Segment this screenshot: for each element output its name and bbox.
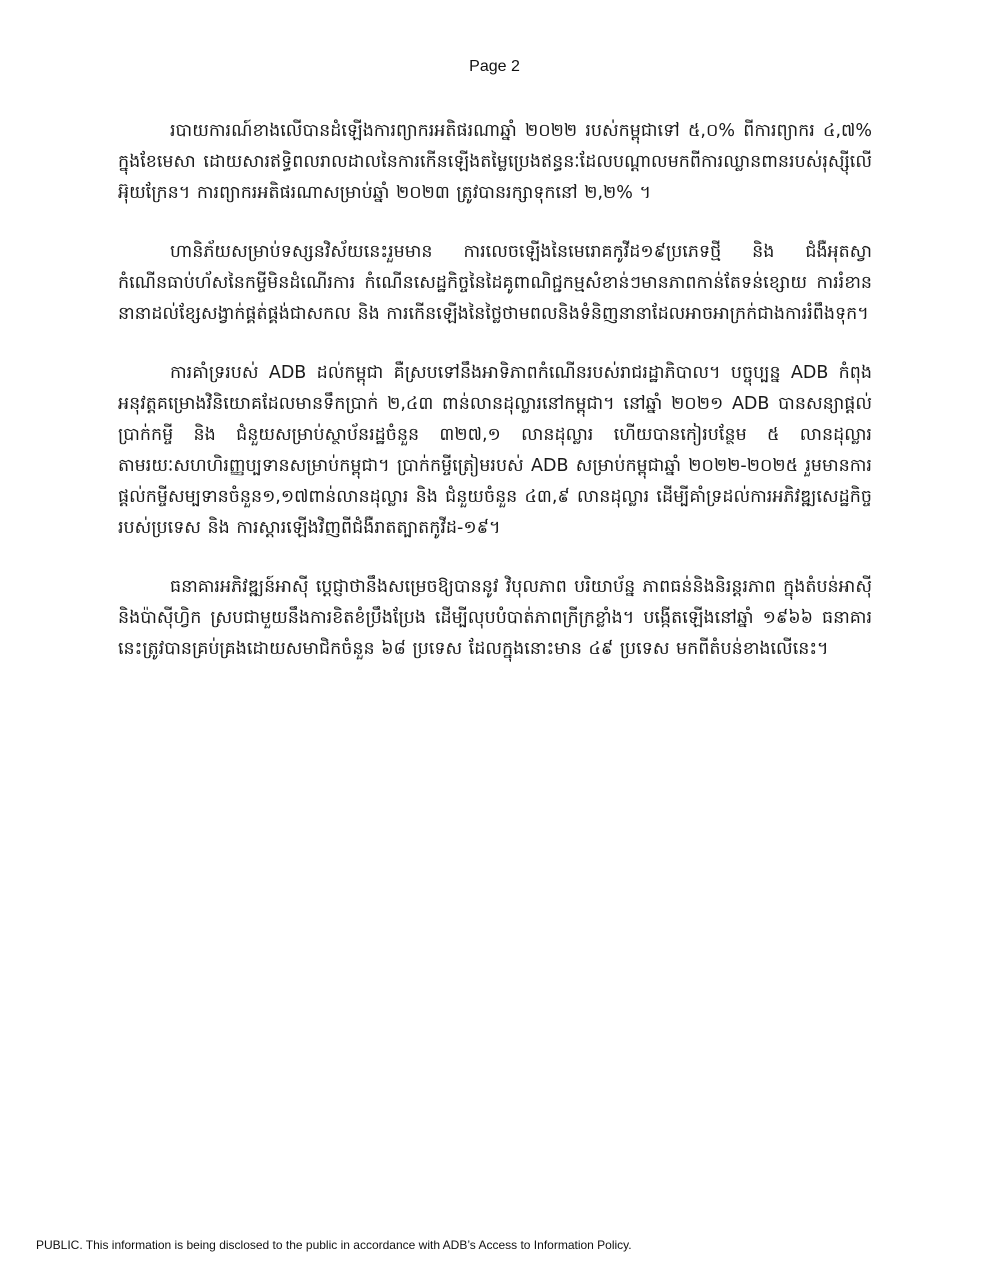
paragraph-risks: ហានិភ័យសម្រាប់ទស្សនវិស័យនេះរួមមាន ការលេចឡើងនៃមេរោគកូវីដ១៩ប្រភេទថ្មី និង ជំងឺអុតស្វា កំណើនធាប់ហ័សនៃកម្ចីមិនដំណើរការ កំណើនសេដ្ឋកិច្ចនៃដៃគូពាណិជ្ជកម្មសំខាន់ៗមានភាពកាន់តែទន់ខ្សោយ ការរំខាននានាដល់ខ្សែសង្វាក់ផ្គត់ផ្គង់ជាសកល និង ការកើនឡើងនៃថ្លៃថាមពលនិងទំនិញនានាដែលអាចអាក្រក់ជាងការរំពឹងទុក។	[118, 242, 872, 324]
document-body	[118, 116, 872, 693]
paragraph-adb-support: ការគាំទ្ររបស់ ADB ដល់កម្ពុជា គឺស្របទៅនឹងអាទិភាពកំណើនរបស់រាជរដ្ឋាភិបាល។ បច្ចុប្បន្ន ADB កំពុងអនុវត្តគម្រោងវិនិយោគដែលមានទឹកប្រាក់ ២,៤៣ ពាន់លានដុល្លារនៅកម្ពុជា។ នៅឆ្នាំ ២០២១ ADB បានសន្យាផ្ដល់ប្រាក់កម្ចី និង ជំនួយសម្រាប់ស្ថាប័នរដ្ឋចំនួន ៣២៧,១ លានដុល្លារ ហើយបានកៀរបន្ថែម ៥ លានដុល្លារ តាមរយៈសហហិរញ្ញប្បទានសម្រាប់កម្ពុជា។ ប្រាក់កម្ចីត្រៀមរបស់ ADB សម្រាប់កម្ពុជាឆ្នាំ ២០២២-២០២៥ រួមមានការផ្ដល់កម្ចីសម្បទានចំនួន១,១៧ពាន់លានដុល្លារ និង ជំនួយចំនួន ៤៣,៩ លានដុល្លារ ដើម្បីគាំទ្រដល់ការអភិវឌ្ឍសេដ្ឋកិច្ចរបស់ប្រទេស និង ការស្ដារឡើងវិញពីជំងឺរាតត្បាតកូវីដ-១៩។	[118, 363, 872, 538]
disclosure-footer: PUBLIC. This information is being disclosed to the public in accordance with ADB’s Access to Information Policy.	[36, 1238, 632, 1252]
paragraph-about-adb: ធនាគារអភិវឌ្ឍន៍អាស៊ី ប្ដេជ្ញាថានឹងសម្រេចឱ្យបាននូវ វិបុលភាព បរិយាប័ន្ន ភាពធន់និងនិរន្តរភាព ក្នុងតំបន់អាស៊ីនិងប៉ាស៊ីហ្វិក ស្របជាមួយនឹងការខិតខំប្រឹងប្រែង ដើម្បីលុបបំបាត់ភាពក្រីក្រខ្លាំង។ បង្កើតឡើងនៅឆ្នាំ ១៩៦៦ ធនាគារនេះត្រូវបានគ្រប់គ្រងដោយសមាជិកចំនួន ៦៨ ប្រទេស ដែលក្នុងនោះមាន ៤៩ ប្រទេស មកពីតំបន់ខាងលើនេះ។	[118, 577, 872, 659]
page-number: Page 2	[469, 58, 520, 75]
paragraph-inflation-forecast: របាយការណ៍ខាងលើបានដំឡើងការព្យាករអតិផរណាឆ្នាំ ២០២២ របស់កម្ពុជាទៅ ៥,០% ពីការព្យាករ ៤,៧% ក្នុងខែមេសា ដោយសារឥទ្ធិពលរាលដាលនៃការកើនឡើងតម្លៃប្រេងឥន្ធនៈដែលបណ្ដាលមកពីការឈ្លានពានរបស់រុស្ស៊ីលើអ៊ុយក្រែន។ ការព្យាករអតិផរណាសម្រាប់ឆ្នាំ ២០២៣ ត្រូវបានរក្សាទុកនៅ ២,២% ។	[118, 121, 872, 203]
